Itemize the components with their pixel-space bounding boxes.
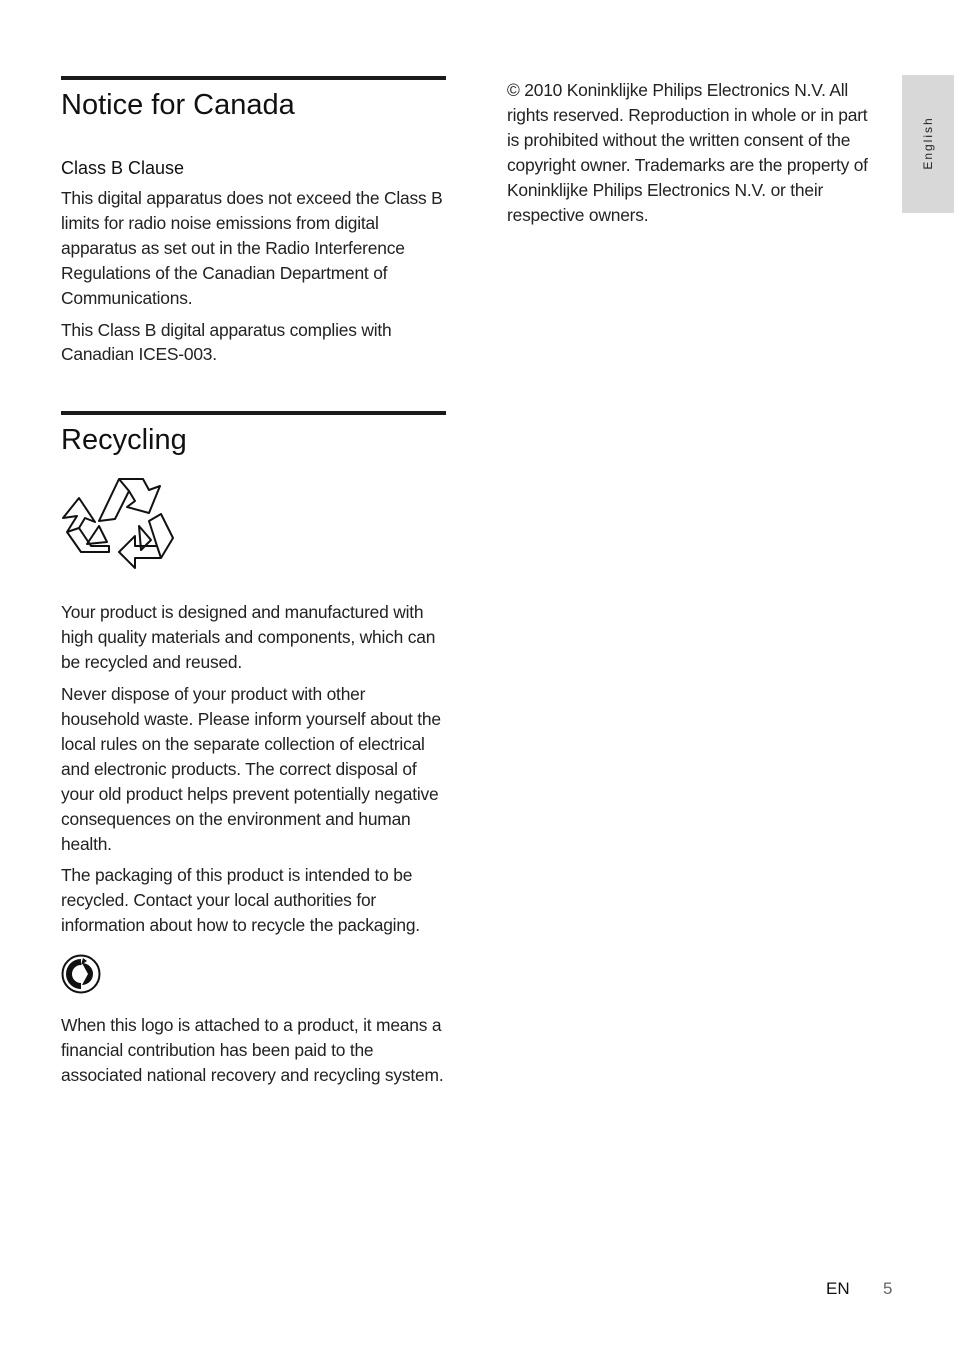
recycling-title: Recycling (61, 424, 187, 457)
recycling-section (61, 411, 447, 1088)
recycling-paragraph-2: Never dispose of your product with other household waste. Please inform yourself about the local rules on the separate collection of electrical and electronic products. The correct disposal of your old product helps prevent potentially negative consequences on the environment and human health. (61, 684, 441, 854)
class-b-subtitle: Class B Clause (61, 158, 185, 178)
green-dot-icon (61, 954, 101, 994)
page-number: 5 (883, 1279, 893, 1298)
canada-title: Notice for Canada (61, 89, 295, 121)
section-rule (61, 411, 446, 415)
left-column (61, 76, 447, 1095)
language-tab (902, 75, 954, 213)
recycling-paragraph-3: The packaging of this product is intended to be recycled. Contact your local authorities for information about how to recycle the packaging. (61, 865, 420, 936)
language-tab-label: English (921, 116, 935, 170)
recycle-icon (61, 476, 177, 594)
canada-paragraph-1: This digital apparatus does not exceed the Class B limits for radio noise emissions from digital apparatus as set out in the Radio Interference Regulations of the Canadian Department of Communications. (61, 188, 443, 308)
canada-section (61, 76, 447, 367)
footer-language: EN (826, 1279, 850, 1298)
section-rule (61, 76, 446, 80)
copyright-notice: © 2010 Koninklijke Philips Electronics N.V. All rights reserved. Reproduction in whole or in part is prohibited without the written consent of the copyright owner. Trademarks are the property of Koninklijke Philips Electronics N.V. or their respective owners. (507, 80, 868, 225)
recycling-paragraph-4: When this logo is attached to a product, it means a financial contribution has been paid to the associated national recovery and recycling system. (61, 1015, 444, 1085)
recycling-paragraph-1: Your product is designed and manufactured with high quality materials and components, which can be recycled and reused. (61, 602, 436, 673)
canada-paragraph-2: This Class B digital apparatus complies with Canadian ICES-003. (61, 319, 392, 365)
right-column (507, 78, 883, 234)
